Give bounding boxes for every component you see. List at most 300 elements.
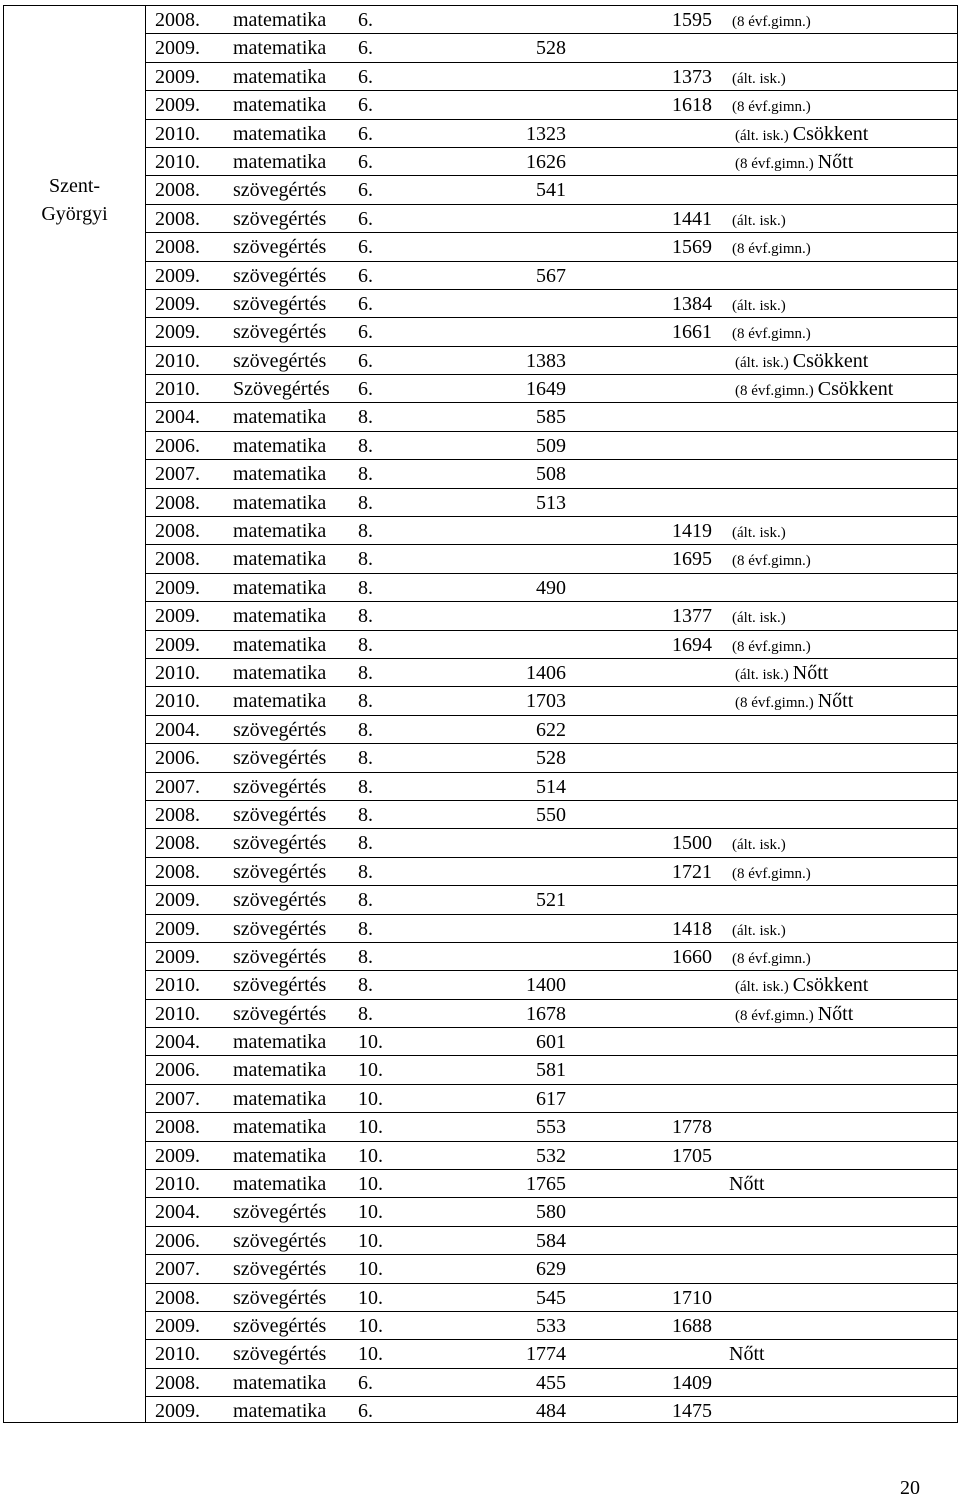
- score-cell: 1400: [526, 974, 566, 997]
- table-row: [146, 290, 957, 318]
- subject-cell: matematika: [233, 491, 327, 514]
- table-row: [146, 801, 957, 829]
- table-row: [146, 1255, 957, 1283]
- score-alt-cell: 1618: [672, 94, 712, 117]
- year-cell: 2004.: [155, 1201, 200, 1224]
- score-cell: 514: [536, 775, 566, 798]
- subject-cell: matematika: [233, 65, 327, 88]
- score-cell: 617: [536, 1087, 566, 1110]
- grade-cell: 8.: [358, 690, 373, 713]
- subject-cell: matematika: [233, 1400, 327, 1423]
- subject-cell: matematika: [233, 1116, 327, 1139]
- year-cell: 2006.: [155, 1229, 200, 1252]
- table-row: [146, 1397, 957, 1425]
- year-cell: 2009.: [155, 292, 200, 315]
- score-cell: 567: [536, 264, 566, 287]
- subject-cell: szövegértés: [233, 803, 327, 826]
- year-cell: 2009.: [155, 37, 200, 60]
- school-type-label: (ált. isk.): [735, 127, 789, 144]
- grade-cell: 6.: [358, 292, 373, 315]
- school-type-label: (8 évf.gimn.): [732, 865, 811, 882]
- subject-cell: matematika: [233, 548, 327, 571]
- table-row: [146, 1056, 957, 1084]
- year-cell: 2009.: [155, 605, 200, 628]
- grade-cell: 8.: [358, 520, 373, 543]
- year-cell: 2008.: [155, 1371, 200, 1394]
- year-cell: 2009.: [155, 94, 200, 117]
- score-cell: 541: [536, 179, 566, 202]
- subject-cell: szövegértés: [233, 860, 327, 883]
- year-cell: 2006.: [155, 434, 200, 457]
- grade-cell: 10.: [358, 1173, 383, 1196]
- subject-cell: matematika: [233, 122, 327, 145]
- note-cell: [735, 148, 853, 175]
- note-cell: [735, 120, 868, 147]
- grade-cell: 8.: [358, 491, 373, 514]
- year-cell: 2004.: [155, 406, 200, 429]
- subject-cell: szövegértés: [233, 207, 327, 230]
- score-cell: 455: [536, 1371, 566, 1394]
- score-cell: 509: [536, 434, 566, 457]
- grade-cell: 8.: [358, 889, 373, 912]
- grade-cell: 10.: [358, 1201, 383, 1224]
- score-cell: 1774: [526, 1343, 566, 1366]
- year-cell: 2008.: [155, 179, 200, 202]
- table-row: [146, 1312, 957, 1340]
- grade-cell: 8.: [358, 832, 373, 855]
- school-type-label: (8 évf.gimn.): [735, 695, 814, 712]
- subject-cell: szövegértés: [233, 1286, 327, 1309]
- year-cell: 2010.: [155, 349, 200, 372]
- subject-cell: matematika: [233, 661, 327, 684]
- score-cell: 508: [536, 463, 566, 486]
- school-type-label: (ált. isk.): [735, 979, 789, 996]
- score-cell: 533: [536, 1314, 566, 1337]
- table-row: [146, 34, 957, 62]
- score-alt-cell: 1569: [672, 236, 712, 259]
- year-cell: 2010.: [155, 378, 200, 401]
- score-cell: 1678: [526, 1002, 566, 1025]
- table-row: [146, 1113, 957, 1141]
- table-row: [146, 262, 957, 290]
- year-cell: 2007.: [155, 1258, 200, 1281]
- year-cell: 2010.: [155, 974, 200, 997]
- table-body: [146, 6, 957, 1426]
- score-cell: 1406: [526, 661, 566, 684]
- trend-label: Nőtt: [729, 1343, 765, 1366]
- year-cell: 2010.: [155, 150, 200, 173]
- grade-cell: 6.: [358, 321, 373, 344]
- score-cell: 1765: [526, 1173, 566, 1196]
- subject-cell: szövegértés: [233, 747, 327, 770]
- school-type-label: (ált. isk.): [732, 70, 786, 87]
- grade-cell: 6.: [358, 9, 373, 31]
- subject-cell: szövegértés: [233, 1229, 327, 1252]
- table-row: [146, 1284, 957, 1312]
- table-row: [146, 63, 957, 91]
- table-row: [146, 1000, 957, 1028]
- score-cell: 553: [536, 1116, 566, 1139]
- school-type-label: (ált. isk.): [732, 212, 786, 229]
- table-row: [146, 687, 957, 715]
- score-alt-cell: 1384: [672, 292, 712, 315]
- table-row: [146, 489, 957, 517]
- grade-cell: 8.: [358, 548, 373, 571]
- year-cell: 2007.: [155, 1087, 200, 1110]
- year-cell: 2008.: [155, 548, 200, 571]
- note-cell: [732, 858, 815, 885]
- subject-cell: matematika: [233, 406, 327, 429]
- subject-cell: szövegértés: [233, 974, 327, 997]
- grade-cell: 6.: [358, 1400, 373, 1423]
- subject-cell: matematika: [233, 1173, 327, 1196]
- table-row: [146, 6, 957, 34]
- year-cell: 2009.: [155, 917, 200, 940]
- table-row: [146, 432, 957, 460]
- score-cell: 585: [536, 406, 566, 429]
- note-cell: [732, 545, 815, 572]
- note-cell: [735, 375, 893, 402]
- note-cell: [732, 205, 790, 232]
- subject-cell: Szövegértés: [233, 378, 330, 401]
- note-cell: [732, 6, 815, 33]
- grade-cell: 8.: [358, 803, 373, 826]
- year-cell: 2010.: [155, 661, 200, 684]
- score-alt-cell: 1409: [672, 1371, 712, 1394]
- subject-cell: szövegértés: [233, 1258, 327, 1281]
- year-cell: 2008.: [155, 1286, 200, 1309]
- table-row: [146, 971, 957, 999]
- score-cell: 629: [536, 1258, 566, 1281]
- table-row: [146, 858, 957, 886]
- subject-cell: matematika: [233, 1371, 327, 1394]
- grade-cell: 8.: [358, 434, 373, 457]
- grade-cell: 6.: [358, 264, 373, 287]
- table-row: [146, 460, 957, 488]
- grade-cell: 8.: [358, 1002, 373, 1025]
- note-cell: [732, 915, 790, 942]
- year-cell: 2009.: [155, 1314, 200, 1337]
- trend-label: Csökkent: [792, 349, 869, 372]
- table-row: [146, 744, 957, 772]
- year-cell: 2008.: [155, 491, 200, 514]
- subject-cell: matematika: [233, 150, 327, 173]
- school-name-line2: Györgyi: [41, 203, 108, 225]
- score-cell: 622: [536, 718, 566, 741]
- subject-cell: szövegértés: [233, 1343, 327, 1366]
- subject-cell: szövegértés: [233, 718, 327, 741]
- subject-cell: szövegértés: [233, 1002, 327, 1025]
- table-row: [146, 1085, 957, 1113]
- note-cell: [732, 290, 790, 317]
- school-type-label: (8 évf.gimn.): [732, 14, 811, 30]
- table-row: [146, 318, 957, 346]
- grade-cell: 10.: [358, 1087, 383, 1110]
- year-cell: 2010.: [155, 1173, 200, 1196]
- grade-cell: 6.: [358, 207, 373, 230]
- subject-cell: szövegértés: [233, 917, 327, 940]
- year-cell: 2009.: [155, 633, 200, 656]
- year-cell: 2009.: [155, 945, 200, 968]
- table-row: [146, 517, 957, 545]
- note-cell: [729, 1170, 765, 1197]
- score-cell: 581: [536, 1059, 566, 1082]
- note-cell: [735, 971, 868, 998]
- grade-cell: 6.: [358, 94, 373, 117]
- trend-label: Nőtt: [729, 1173, 765, 1196]
- grade-cell: 10.: [358, 1286, 383, 1309]
- school-name-cell: [4, 172, 145, 228]
- score-alt-cell: 1500: [672, 832, 712, 855]
- subject-cell: matematika: [233, 94, 327, 117]
- subject-cell: matematika: [233, 1059, 327, 1082]
- subject-cell: matematika: [233, 1144, 327, 1167]
- school-type-label: (ált. isk.): [732, 525, 786, 542]
- school-type-label: (8 évf.gimn.): [732, 553, 811, 570]
- score-alt-cell: 1694: [672, 633, 712, 656]
- year-cell: 2008.: [155, 1116, 200, 1139]
- year-cell: 2010.: [155, 1002, 200, 1025]
- score-cell: 484: [536, 1400, 566, 1423]
- year-cell: 2007.: [155, 775, 200, 798]
- score-alt-cell: 1661: [672, 321, 712, 344]
- note-cell: [732, 631, 815, 658]
- table-row: [146, 205, 957, 233]
- grade-cell: 10.: [358, 1229, 383, 1252]
- grade-cell: 6.: [358, 236, 373, 259]
- year-cell: 2009.: [155, 889, 200, 912]
- score-alt-cell: 1778: [672, 1116, 712, 1139]
- subject-cell: matematika: [233, 1031, 327, 1054]
- score-cell: 545: [536, 1286, 566, 1309]
- trend-label: Nőtt: [792, 661, 829, 684]
- trend-label: Nőtt: [817, 1002, 854, 1025]
- year-cell: 2009.: [155, 65, 200, 88]
- table-row: [146, 91, 957, 119]
- year-cell: 2010.: [155, 122, 200, 145]
- grade-cell: 10.: [358, 1314, 383, 1337]
- subject-cell: matematika: [233, 463, 327, 486]
- subject-cell: matematika: [233, 576, 327, 599]
- grade-cell: 10.: [358, 1031, 383, 1054]
- year-cell: 2010.: [155, 690, 200, 713]
- table-row: [146, 602, 957, 630]
- subject-cell: szövegértés: [233, 321, 327, 344]
- grade-cell: 10.: [358, 1116, 383, 1139]
- score-alt-cell: 1419: [672, 520, 712, 543]
- table-row: [146, 1028, 957, 1056]
- grade-cell: 8.: [358, 775, 373, 798]
- score-cell: 513: [536, 491, 566, 514]
- grade-cell: 6.: [358, 150, 373, 173]
- score-alt-cell: 1695: [672, 548, 712, 571]
- school-type-label: (8 évf.gimn.): [735, 383, 814, 400]
- table-row: [146, 1369, 957, 1397]
- year-cell: 2004.: [155, 1031, 200, 1054]
- score-alt-cell: 1710: [672, 1286, 712, 1309]
- school-type-label: (ált. isk.): [735, 354, 789, 371]
- grade-cell: 6.: [358, 378, 373, 401]
- school-type-label: (8 évf.gimn.): [735, 155, 814, 172]
- grade-cell: 6.: [358, 37, 373, 60]
- subject-cell: matematika: [233, 434, 327, 457]
- note-cell: [732, 943, 815, 970]
- grade-cell: 8.: [358, 633, 373, 656]
- table-row: [146, 176, 957, 204]
- subject-cell: matematika: [233, 520, 327, 543]
- year-cell: 2008.: [155, 520, 200, 543]
- score-alt-cell: 1660: [672, 945, 712, 968]
- trend-label: Csökkent: [792, 974, 869, 997]
- table-row: [146, 545, 957, 573]
- note-cell: [732, 602, 790, 629]
- table-row: [146, 1170, 957, 1198]
- score-alt-cell: 1688: [672, 1314, 712, 1337]
- subject-cell: szövegértés: [233, 349, 327, 372]
- grade-cell: 6.: [358, 65, 373, 88]
- score-cell: 521: [536, 889, 566, 912]
- subject-cell: matematika: [233, 633, 327, 656]
- subject-cell: matematika: [233, 690, 327, 713]
- score-cell: 1383: [526, 349, 566, 372]
- subject-cell: matematika: [233, 37, 327, 60]
- school-type-label: (ált. isk.): [735, 666, 789, 683]
- school-type-label: (8 évf.gimn.): [732, 99, 811, 116]
- year-cell: 2010.: [155, 1343, 200, 1366]
- note-cell: [735, 347, 868, 374]
- year-cell: 2008.: [155, 803, 200, 826]
- score-cell: 490: [536, 576, 566, 599]
- school-type-label: (ált. isk.): [732, 297, 786, 314]
- table-row: [146, 1198, 957, 1226]
- grade-cell: 6.: [358, 349, 373, 372]
- school-type-label: (ált. isk.): [732, 610, 786, 627]
- table-row: [146, 829, 957, 857]
- score-cell: 528: [536, 747, 566, 770]
- subject-cell: matematika: [233, 605, 327, 628]
- subject-cell: szövegértés: [233, 889, 327, 912]
- subject-cell: szövegértés: [233, 236, 327, 259]
- grade-cell: 8.: [358, 463, 373, 486]
- table-row: [146, 233, 957, 261]
- table-row: [146, 773, 957, 801]
- year-cell: 2009.: [155, 1144, 200, 1167]
- note-cell: [735, 687, 853, 714]
- subject-cell: szövegértés: [233, 832, 327, 855]
- year-cell: 2008.: [155, 207, 200, 230]
- grade-cell: 8.: [358, 576, 373, 599]
- grade-cell: 8.: [358, 747, 373, 770]
- table-row: [146, 120, 957, 148]
- trend-label: Csökkent: [817, 378, 894, 401]
- score-alt-cell: 1373: [672, 65, 712, 88]
- table-row: [146, 375, 957, 403]
- page-number: 20: [900, 1477, 920, 1499]
- score-cell: 584: [536, 1229, 566, 1252]
- table-row: [146, 659, 957, 687]
- subject-cell: szövegértés: [233, 1314, 327, 1337]
- score-alt-cell: 1595: [672, 9, 712, 31]
- note-cell: [732, 63, 790, 90]
- school-type-label: (8 évf.gimn.): [732, 241, 811, 258]
- score-cell: 1649: [526, 378, 566, 401]
- subject-cell: matematika: [233, 9, 327, 31]
- year-cell: 2004.: [155, 718, 200, 741]
- school-type-label: (8 évf.gimn.): [732, 950, 811, 967]
- table-row: [146, 915, 957, 943]
- score-cell: 1323: [526, 122, 566, 145]
- subject-cell: szövegértés: [233, 292, 327, 315]
- note-cell: [735, 659, 828, 686]
- subject-cell: szövegértés: [233, 775, 327, 798]
- year-cell: 2008.: [155, 860, 200, 883]
- note-cell: [735, 1000, 853, 1027]
- year-cell: 2009.: [155, 321, 200, 344]
- grade-cell: 8.: [358, 917, 373, 940]
- table-row: [146, 943, 957, 971]
- note-cell: [732, 318, 815, 345]
- subject-cell: szövegértés: [233, 179, 327, 202]
- score-alt-cell: 1721: [672, 860, 712, 883]
- score-alt-cell: 1441: [672, 207, 712, 230]
- school-type-label: (8 évf.gimn.): [732, 326, 811, 343]
- table-row: [146, 1142, 957, 1170]
- grade-cell: 6.: [358, 122, 373, 145]
- grade-cell: 10.: [358, 1258, 383, 1281]
- score-cell: 1626: [526, 150, 566, 173]
- grade-cell: 10.: [358, 1059, 383, 1082]
- note-cell: [732, 233, 815, 260]
- note-cell: [732, 829, 790, 856]
- year-cell: 2006.: [155, 1059, 200, 1082]
- table-row: [146, 347, 957, 375]
- year-cell: 2009.: [155, 1400, 200, 1423]
- subject-cell: szövegértés: [233, 264, 327, 287]
- school-type-label: (ált. isk.): [732, 922, 786, 939]
- year-cell: 2007.: [155, 463, 200, 486]
- score-alt-cell: 1705: [672, 1144, 712, 1167]
- grade-cell: 8.: [358, 974, 373, 997]
- year-cell: 2008.: [155, 236, 200, 259]
- school-name-line1: Szent-: [48, 175, 101, 197]
- school-type-label: (8 évf.gimn.): [735, 1007, 814, 1024]
- table-row: [146, 403, 957, 431]
- table-row: [146, 716, 957, 744]
- year-cell: 2006.: [155, 747, 200, 770]
- grade-cell: 8.: [358, 718, 373, 741]
- grade-cell: 8.: [358, 945, 373, 968]
- note-cell: [732, 91, 815, 118]
- score-cell: 1703: [526, 690, 566, 713]
- score-cell: 580: [536, 1201, 566, 1224]
- score-alt-cell: 1377: [672, 605, 712, 628]
- table-row: [146, 631, 957, 659]
- score-cell: 528: [536, 37, 566, 60]
- score-cell: 532: [536, 1144, 566, 1167]
- note-cell: [729, 1340, 765, 1367]
- table-row: [146, 148, 957, 176]
- table-row: [146, 1227, 957, 1255]
- grade-cell: 10.: [358, 1343, 383, 1366]
- trend-label: Csökkent: [792, 122, 869, 145]
- school-type-label: (8 évf.gimn.): [732, 638, 811, 655]
- table-row: [146, 1340, 957, 1368]
- trend-label: Nőtt: [817, 690, 854, 713]
- year-cell: 2009.: [155, 576, 200, 599]
- grade-cell: 8.: [358, 605, 373, 628]
- year-cell: 2009.: [155, 264, 200, 287]
- grade-cell: 8.: [358, 661, 373, 684]
